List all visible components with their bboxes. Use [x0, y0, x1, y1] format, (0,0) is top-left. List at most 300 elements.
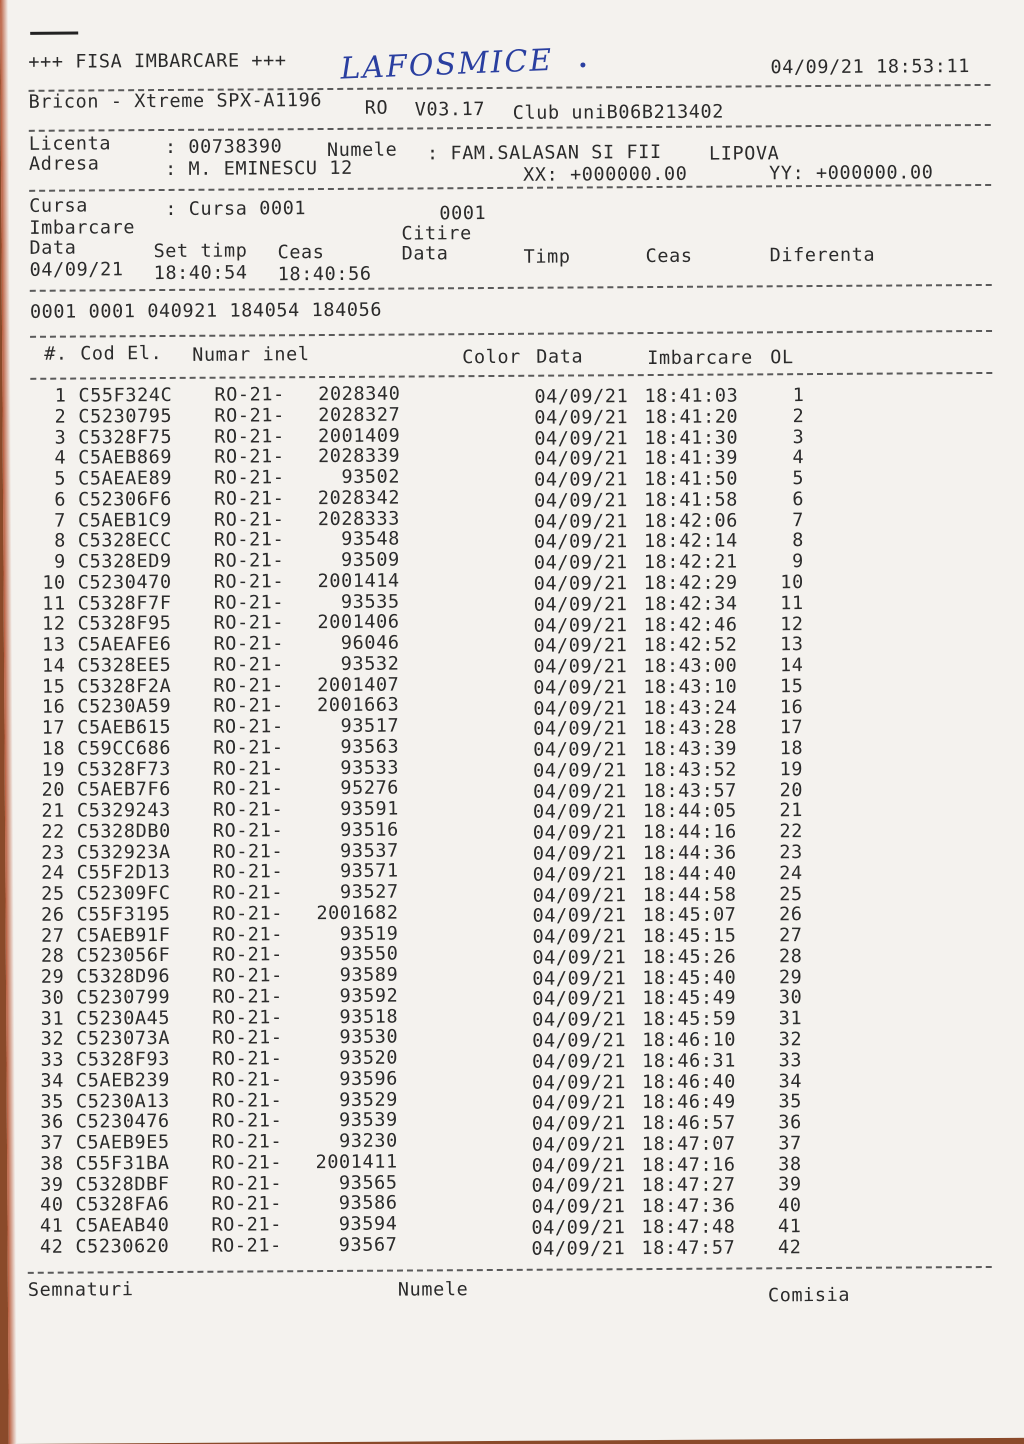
row-ol: 7	[792, 509, 805, 531]
row-cod: C52309FC	[76, 882, 171, 905]
cursa-value: : Cursa 0001	[165, 198, 307, 220]
row-ring-prefix: RO-21-	[212, 882, 284, 904]
row-date: 04/09/21	[533, 510, 628, 533]
row-number: 1	[54, 385, 67, 407]
row-number: 31	[40, 1008, 65, 1030]
divider	[29, 184, 991, 192]
row-ring-prefix: RO-21-	[212, 778, 284, 800]
row-cod: C532923A	[76, 841, 171, 864]
row-ring-number: 93592	[339, 985, 399, 1007]
row-number: 22	[41, 821, 65, 843]
row-ol: 42	[777, 1236, 802, 1258]
row-time: 18:44:58	[642, 884, 737, 906]
row-date: 04/09/21	[531, 1113, 626, 1135]
licenta-value: : 00738390	[164, 136, 283, 158]
row-ring-number: 93519	[339, 923, 399, 945]
row-ring-prefix: RO-21-	[212, 861, 284, 883]
cursa-code: 0001	[439, 203, 487, 225]
row-date: 04/09/21	[531, 1196, 626, 1218]
col-ol-header: OL	[770, 347, 794, 369]
row-ol: 33	[778, 1049, 803, 1072]
row-cod: C5328EE5	[77, 654, 172, 677]
row-ol: 41	[777, 1216, 802, 1238]
row-ring-number: 93539	[339, 1109, 398, 1132]
row-ring-prefix: RO-21-	[211, 1214, 282, 1236]
row-date: 04/09/21	[531, 1175, 626, 1198]
row-number: 17	[41, 717, 66, 739]
row-cod: C55F324C	[78, 384, 173, 407]
row-number: 11	[42, 593, 66, 615]
row-ring-prefix: RO-21-	[212, 840, 284, 863]
row-date: 04/09/21	[532, 967, 627, 990]
sheet-title: +++ FISA IMBARCARE +++	[28, 50, 287, 73]
row-time: 18:42:52	[643, 634, 738, 657]
row-time: 18:41:30	[644, 427, 739, 449]
ceas-label: Ceas	[277, 242, 325, 264]
row-time: 18:47:36	[641, 1195, 736, 1218]
row-ol: 6	[792, 488, 805, 511]
row-ring-prefix: RO-21-	[213, 757, 284, 780]
row-time: 18:44:16	[642, 821, 737, 844]
row-number: 13	[42, 634, 66, 656]
row-number: 18	[41, 738, 66, 760]
row-time: 18:47:57	[641, 1237, 736, 1259]
row-time: 18:42:34	[643, 593, 738, 615]
row-ring-prefix: RO-21-	[213, 633, 285, 655]
row-ring-number: 2028340	[318, 383, 401, 406]
row-date: 04/09/21	[533, 739, 628, 761]
row-date: 04/09/21	[532, 1030, 627, 1052]
row-cod: C5230795	[78, 405, 173, 428]
row-ring-number: 2028339	[317, 445, 401, 468]
row-ring-prefix: RO-21-	[212, 903, 284, 925]
row-time: 18:46:40	[641, 1071, 736, 1093]
row-ol: 38	[778, 1153, 802, 1175]
row-time: 18:44:40	[642, 863, 737, 885]
row-time: 18:47:48	[641, 1216, 736, 1239]
row-time: 18:46:57	[641, 1112, 736, 1135]
row-ol: 16	[779, 696, 804, 718]
numele-signature-label: Numele	[397, 1279, 469, 1301]
row-ol: 35	[778, 1091, 803, 1113]
row-number: 2	[54, 406, 67, 428]
row-cod: C5328ECC	[77, 530, 172, 552]
col-cod-header: Cod El.	[80, 343, 163, 365]
row-ring-number: 2001409	[318, 425, 401, 447]
handwritten-note: LAFOSMICE	[339, 42, 555, 87]
row-ol: 14	[779, 655, 804, 677]
firmware-version: V03.17	[414, 99, 486, 121]
row-ol: 23	[779, 842, 803, 864]
row-cod: C5329243	[76, 799, 171, 822]
row-number: 16	[41, 696, 66, 719]
row-number: 4	[54, 447, 67, 469]
divider	[30, 372, 992, 380]
row-cod: C5230620	[75, 1235, 170, 1258]
row-date: 04/09/21	[532, 801, 627, 824]
row-ring-number: 93550	[339, 943, 399, 966]
cursa-label: Cursa	[29, 195, 89, 217]
divider	[28, 1266, 992, 1274]
col-imbarcare-header: Imbarcare	[647, 347, 753, 370]
row-ol: 27	[778, 925, 803, 947]
row-ring-number: 93548	[341, 528, 400, 551]
row-date: 04/09/21	[532, 1050, 627, 1073]
row-cod: C5230A59	[77, 696, 172, 718]
row-date: 04/09/21	[533, 573, 628, 595]
row-cod: C5AEAB40	[75, 1214, 170, 1237]
row-time: 18:45:15	[642, 925, 737, 948]
row-ring-number: 93571	[339, 860, 399, 883]
row-ring-number: 93591	[340, 798, 400, 820]
row-date: 04/09/21	[534, 386, 629, 408]
row-ring-number: 2001682	[316, 902, 399, 924]
row-ring-prefix: RO-21-	[212, 944, 283, 966]
row-ring-prefix: RO-21-	[212, 923, 284, 946]
row-ring-number: 93565	[338, 1172, 398, 1194]
row-ring-prefix: RO-21-	[213, 695, 284, 717]
row-ring-number: 93502	[341, 466, 401, 488]
row-cod: C5AEB1C9	[77, 509, 172, 532]
row-cod: C5230470	[77, 571, 172, 594]
row-ring-number: 2028327	[318, 404, 401, 426]
row-date: 04/09/21	[533, 552, 628, 574]
row-cod: C55F2D13	[76, 862, 171, 884]
row-number: 41	[39, 1215, 64, 1237]
row-ol: 3	[792, 426, 805, 448]
row-ring-prefix: RO-21-	[213, 571, 285, 593]
row-ring-number: 2001414	[317, 570, 400, 592]
row-ring-prefix: RO-21-	[213, 508, 285, 531]
citire-data-label: Data	[401, 243, 449, 265]
divider	[29, 124, 991, 132]
row-date: 04/09/21	[531, 1237, 626, 1260]
row-ring-number: 93529	[339, 1089, 398, 1111]
row-cod: C55F31BA	[75, 1152, 170, 1175]
row-number: 5	[54, 468, 67, 490]
row-time: 18:41:39	[644, 447, 739, 470]
handwritten-dot	[580, 62, 585, 67]
row-time: 18:45:49	[642, 987, 737, 1010]
comisia-label: Comisia	[767, 1284, 851, 1307]
row-ring-number: 93527	[339, 881, 399, 903]
citire-label: Citire	[401, 223, 472, 245]
row-number: 14	[41, 655, 66, 677]
row-cod: C5AEB869	[78, 447, 173, 469]
row-cod: C5328D96	[76, 965, 171, 988]
row-ring-number: 93518	[339, 1006, 399, 1028]
print-datetime: 04/09/21 18:53:11	[770, 56, 971, 79]
row-ol: 28	[778, 946, 803, 968]
row-number: 35	[40, 1091, 64, 1113]
row-number: 24	[41, 862, 65, 885]
row-ring-prefix: RO-21-	[211, 1089, 283, 1112]
coord-yy: YY: +000000.00	[769, 162, 934, 185]
row-ol: 9	[792, 551, 804, 573]
row-cod: C5328FA6	[75, 1194, 170, 1216]
row-ol: 20	[779, 779, 804, 801]
row-cod: C5AEAFE6	[77, 633, 172, 656]
licenta-label: Licenta	[28, 133, 112, 155]
row-number: 7	[54, 510, 67, 532]
row-date: 04/09/21	[533, 677, 628, 699]
row-cod: C55F3195	[76, 903, 171, 926]
row-ol: 26	[779, 904, 803, 926]
row-time: 18:42:21	[643, 551, 738, 574]
row-ring-number: 93520	[339, 1047, 399, 1069]
row-ring-number: 93589	[339, 964, 399, 986]
row-time: 18:45:26	[642, 946, 737, 968]
row-cod: C5AEB91F	[76, 924, 171, 947]
row-time: 18:47:16	[641, 1154, 736, 1176]
row-ring-prefix: RO-21-	[212, 1048, 283, 1070]
row-date: 04/09/21	[532, 905, 627, 928]
row-time: 18:45:59	[642, 1008, 737, 1031]
row-date: 04/09/21	[534, 490, 629, 512]
row-date: 04/09/21	[533, 614, 628, 637]
row-ol: 19	[779, 759, 804, 781]
row-ol: 11	[780, 592, 804, 614]
row-date: 04/09/21	[532, 947, 627, 969]
row-cod: C5328F2A	[77, 675, 172, 698]
row-number: 42	[39, 1236, 64, 1258]
row-number: 28	[40, 945, 65, 968]
row-cod: C5328DBF	[75, 1173, 170, 1196]
row-time: 18:46:31	[642, 1050, 737, 1072]
row-number: 21	[41, 800, 66, 822]
row-ring-prefix: RO-21-	[211, 1131, 283, 1153]
divider	[30, 284, 992, 292]
row-date: 04/09/21	[534, 469, 629, 491]
row-ol: 10	[780, 572, 804, 594]
row-number: 23	[41, 842, 65, 864]
row-time: 18:42:46	[643, 614, 738, 636]
row-cod: C5328F73	[77, 758, 172, 781]
row-ol: 8	[792, 530, 804, 552]
row-date: 04/09/21	[531, 1092, 626, 1115]
row-date: 04/09/21	[532, 863, 627, 886]
row-ring-number: 93230	[339, 1130, 398, 1152]
row-date: 04/09/21	[533, 593, 628, 616]
row-cod: C5230A13	[75, 1090, 170, 1113]
row-time: 18:47:27	[641, 1174, 736, 1197]
row-ol: 12	[780, 613, 804, 635]
row-cod: C5328ED9	[77, 550, 172, 573]
summary-line: 0001 0001 040921 184054 184056	[29, 299, 383, 323]
row-ring-prefix: RO-21-	[212, 820, 284, 842]
row-ol: 30	[778, 987, 803, 1009]
row-ring-number: 93563	[340, 736, 400, 758]
row-date: 04/09/21	[533, 697, 628, 720]
row-date: 04/09/21	[531, 1217, 626, 1239]
row-cod: C52306F6	[77, 488, 173, 511]
row-ol: 40	[778, 1195, 802, 1217]
city: LIPOVA	[708, 143, 780, 165]
row-number: 19	[41, 759, 66, 781]
row-ring-number: 2028342	[317, 487, 401, 509]
numele-label: Numele	[326, 139, 398, 162]
row-ring-number: 93509	[341, 549, 400, 571]
row-cod: C5328DB0	[76, 820, 171, 843]
row-ring-prefix: RO-21-	[214, 384, 285, 406]
row-ring-prefix: RO-21-	[212, 1027, 283, 1049]
row-ring-prefix: RO-21-	[212, 799, 284, 821]
adresa-value: : M. EMINESCU 12	[164, 157, 353, 180]
row-cod: C59CC686	[77, 737, 172, 760]
col-num-header: #.	[44, 343, 68, 365]
col-color-header: Color	[462, 346, 521, 369]
semnaturi-label: Semnaturi	[27, 1279, 134, 1301]
imbarcare-label: Imbarcare	[29, 217, 136, 239]
citire-ceas-label: Ceas	[645, 245, 693, 268]
pen-mark	[30, 32, 78, 35]
row-time: 18:41:03	[644, 385, 739, 408]
row-date: 04/09/21	[534, 448, 629, 471]
row-ring-prefix: RO-21-	[212, 1006, 283, 1029]
row-ring-prefix: RO-21-	[211, 1069, 283, 1091]
row-number: 25	[41, 883, 65, 905]
row-date: 04/09/21	[532, 884, 627, 907]
row-time: 18:46:10	[642, 1029, 737, 1052]
row-ring-number: 93533	[340, 757, 400, 779]
row-ol: 39	[778, 1174, 802, 1196]
row-ol: 24	[779, 862, 803, 885]
row-time: 18:42:06	[643, 510, 738, 532]
club-id: Club uniB06B213402	[512, 101, 725, 124]
row-date: 04/09/21	[532, 780, 628, 803]
row-ring-number: 93567	[338, 1234, 398, 1256]
row-cod: C523073A	[76, 1028, 171, 1050]
row-time: 18:43:57	[642, 780, 738, 802]
row-ring-prefix: RO-21-	[211, 1193, 283, 1215]
row-ring-number: 2028333	[317, 508, 401, 530]
row-ring-prefix: RO-21-	[213, 591, 285, 614]
row-cod: C5AEB9E5	[75, 1131, 170, 1154]
row-ol: 15	[779, 675, 804, 698]
row-cod: C5AEB7F6	[76, 779, 171, 801]
row-number: 6	[54, 489, 67, 511]
row-ring-number: 2001663	[317, 694, 400, 717]
row-date: 04/09/21	[532, 843, 627, 865]
row-time: 18:43:10	[643, 676, 738, 698]
row-time: 18:44:36	[642, 842, 737, 865]
row-ol: 32	[778, 1029, 803, 1051]
row-date: 04/09/21	[533, 718, 628, 741]
row-date: 04/09/21	[532, 822, 627, 845]
row-time: 18:41:58	[644, 489, 739, 511]
row-ring-prefix: RO-21-	[213, 550, 285, 572]
col-data-header: Data	[536, 346, 584, 368]
row-ring-prefix: RO-21-	[213, 737, 284, 759]
row-number: 37	[40, 1132, 64, 1154]
row-ol: 34	[778, 1070, 803, 1092]
set-timp-value: 18:40:54	[153, 262, 248, 285]
row-cod: C5328F75	[78, 426, 173, 449]
row-number: 10	[42, 572, 66, 594]
row-date: 04/09/21	[532, 926, 627, 948]
ceas-value: 18:40:56	[277, 263, 372, 286]
device-name: Bricon - Xtreme SPX-A1196	[28, 90, 323, 113]
row-ring-number: 93516	[340, 819, 399, 841]
row-ring-number: 93535	[340, 591, 400, 613]
row-number: 20	[41, 779, 66, 802]
row-ring-prefix: RO-21-	[211, 1235, 282, 1257]
row-time: 18:43:39	[643, 738, 738, 761]
row-ring-number: 96046	[340, 632, 400, 654]
row-cod: C5328F7F	[77, 592, 172, 615]
row-ol: 31	[778, 1008, 803, 1030]
row-ol: 25	[779, 883, 803, 905]
row-ring-prefix: RO-21-	[211, 1110, 283, 1132]
row-number: 32	[40, 1028, 65, 1051]
row-cod: C5AEB239	[75, 1069, 170, 1092]
diferenta-label: Diferenta	[769, 244, 876, 267]
set-timp-label: Set timp	[153, 240, 248, 263]
row-time: 18:46:49	[641, 1091, 736, 1114]
row-date: 04/09/21	[534, 427, 629, 450]
row-date: 04/09/21	[533, 760, 628, 782]
row-ring-number: 2001411	[315, 1151, 398, 1173]
row-ol: 1	[792, 385, 805, 407]
row-ring-prefix: RO-21-	[214, 446, 285, 468]
row-ol: 37	[778, 1132, 802, 1155]
row-ring-number: 2001406	[317, 611, 400, 634]
row-time: 18:45:40	[642, 967, 737, 989]
row-ring-prefix: RO-21-	[213, 529, 285, 551]
row-time: 18:43:00	[643, 655, 738, 678]
row-date: 04/09/21	[533, 656, 628, 678]
row-ring-prefix: RO-21-	[213, 488, 285, 510]
row-ol: 21	[779, 800, 804, 822]
row-cod: C5230476	[75, 1111, 170, 1133]
row-date: 04/09/21	[532, 1009, 627, 1031]
row-number: 27	[40, 925, 65, 947]
row-ring-number: 93596	[339, 1068, 399, 1090]
adresa-label: Adresa	[28, 153, 100, 175]
timp-label: Timp	[523, 246, 571, 268]
row-ol: 18	[779, 738, 804, 760]
row-cod: C5AEB615	[77, 716, 172, 739]
row-ol: 36	[778, 1112, 802, 1134]
row-ol: 22	[779, 821, 803, 843]
country-code: RO	[364, 97, 389, 119]
row-ring-prefix: RO-21-	[214, 405, 285, 427]
data-value: 04/09/21	[29, 259, 124, 281]
divider	[30, 330, 992, 338]
row-ol: 4	[792, 447, 805, 469]
row-time: 18:41:20	[644, 406, 739, 428]
row-ring-number: 2001407	[317, 674, 400, 696]
row-time: 18:42:29	[643, 572, 738, 595]
row-ring-prefix: RO-21-	[212, 965, 283, 987]
row-date: 04/09/21	[531, 1071, 626, 1094]
row-ol: 5	[792, 468, 805, 490]
row-number: 15	[41, 676, 66, 698]
row-number: 38	[40, 1153, 64, 1175]
row-ol: 29	[778, 966, 803, 988]
row-number: 34	[40, 1070, 65, 1092]
row-number: 40	[40, 1194, 64, 1217]
row-time: 18:42:14	[643, 530, 738, 553]
row-ring-prefix: RO-21-	[213, 654, 284, 676]
row-ol: 13	[780, 634, 804, 656]
row-cod: C523056F	[76, 945, 171, 967]
row-number: 12	[42, 613, 66, 636]
row-time: 18:47:07	[641, 1133, 736, 1155]
row-cod: C5328F95	[77, 613, 172, 635]
row-number: 36	[40, 1111, 64, 1134]
row-ring-prefix: RO-21-	[213, 716, 284, 738]
